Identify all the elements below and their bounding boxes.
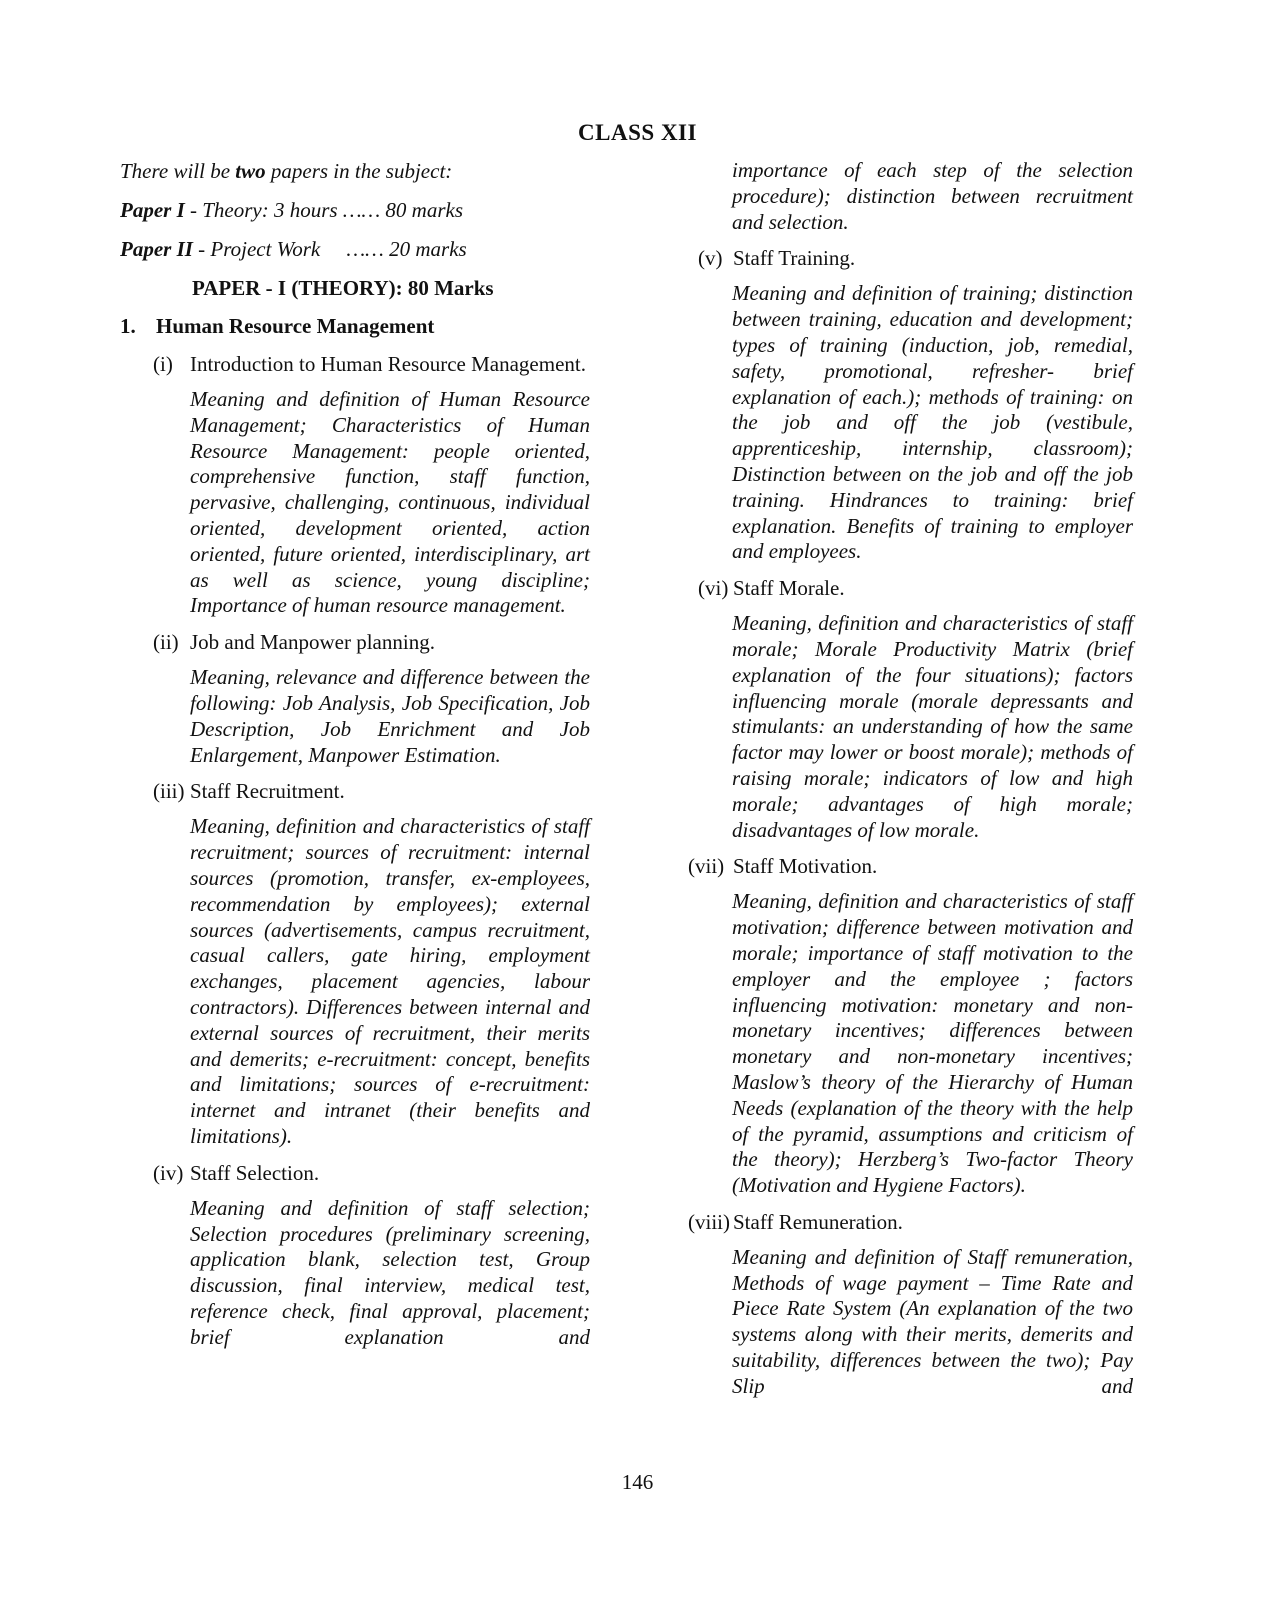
topic-description: Meaning and definition of staff selection; Selection procedures (preliminary screening, application blank, selection test, Group discussion, final interview, medical test, reference check, final approval, placement; brief explanation and xyxy=(190,1195,590,1349)
topic-heading: (vii) Staff Motivation. xyxy=(688,853,1133,879)
paper1-line: Paper I - Theory: 3 hours …… 80 marks xyxy=(120,198,463,222)
topic-heading: (iii) Staff Recruitment. xyxy=(153,778,590,804)
topic-heading: (iv) Staff Selection. xyxy=(153,1160,590,1186)
page-title: CLASS XII xyxy=(578,120,697,145)
topic-description: Meaning, definition and characteristics of staff recruitment; sources of recruitment: internal sources (promotion, transfer, ex-employees, recommendation by employees); external sources (advertisements, campus recruitment, casual callers, gate hiring, employment exchanges, placement agencies, labour contractors). Differences between internal and external sources of recruitment, their merits and demerits; e-recruitment: concept, benefits and limitations; sources of e-recruitment: internet and intranet (their benefits and limitations). xyxy=(190,814,590,1148)
topic-heading: (ii) Job and Manpower planning. xyxy=(153,629,590,655)
paper-heading: PAPER - I (THEORY): 80 Marks xyxy=(192,276,494,300)
topic-title: Staff Remuneration. xyxy=(733,1209,903,1234)
topic-title: Staff Morale. xyxy=(733,576,845,601)
topic-title: Introduction to Human Resource Management. xyxy=(190,352,586,376)
topic-heading: (v) Staff Training. xyxy=(698,245,1133,271)
right-column xyxy=(688,158,1133,1410)
topic-title: Staff Training. xyxy=(733,246,856,271)
page-number: 146 xyxy=(621,1470,654,1494)
topic-title: Staff Recruitment. xyxy=(190,779,345,804)
topic-description: Meaning, definition and characteristics of staff morale; Morale Productivity Matrix (brief explanation of the four situations); factors influencing morale (morale depressants and stimulants: an understanding of how the same factor may lower or boost morale); methods of raising morale; indicators of low and high morale; advantages of high morale; disadvantages of low morale. xyxy=(732,611,1133,842)
unit-title: Human Resource Management xyxy=(156,314,435,338)
topic-description-continued: importance of each step of the selection procedure); distinction between recruitment and selection. xyxy=(732,158,1133,234)
topic-heading: (vi) Staff Morale. xyxy=(698,575,1133,601)
topic-description: Meaning and definition of Human Resource Management; Characteristics of Human Resource Management: people oriented, comprehensive function, staff function, pervasive, challenging, continuous, individual oriented, development oriented, action oriented, future oriented, interdisciplinary, art as well as science, young discipline; Importance of human resource management. xyxy=(190,387,590,618)
topic-description: Meaning, definition and characteristics of staff motivation; difference between motivation and morale; importance of staff motivation to the employer and the employee ; factors influencing motivation: monetary and non-monetary incentives; differences between monetary and non-monetary incentives; Maslow’s theory of the Hierarchy of Human Needs (explanation of the theory with the help of the pyramid, assumptions and criticism of the theory); Herzberg’s Two-factor Theory (Motivation and Hygiene Factors). xyxy=(732,889,1133,1198)
unit-number: 1. xyxy=(120,314,136,338)
paper2-line: Paper II - Project Work …… 20 marks xyxy=(120,237,467,261)
topic-description: Meaning, relevance and difference between the following: Job Analysis, Job Specification, Job Description, Job Enrichment and Job Enlargement, Manpower Estimation. xyxy=(190,665,590,767)
unit-heading xyxy=(120,313,590,339)
intro-line: There will be two papers in the subject: xyxy=(120,159,453,183)
topic-title: Staff Selection. xyxy=(190,1160,320,1185)
topic-title: Job and Manpower planning. xyxy=(190,630,435,655)
topic-description: Meaning and definition of training; distinction between training, education and development; types of training (induction, job, remedial, safety, promotional, refresher- brief explanation of each.); methods of training: on the job and off the job (vestibule, apprenticeship, internship, classroom); Distinction between on the job and off the job training. Hindrances to training: brief explanation. Benefits of training to employer and employees. xyxy=(732,281,1133,564)
topic-heading: (i) Introduction to Human Resource Management. xyxy=(153,351,590,377)
topic-title: Staff Motivation. xyxy=(733,854,878,879)
topic-description: Meaning and definition of Staff remuneration, Methods of wage payment – Time Rate and Piece Rate System (An explanation of the two systems along with their merits, demerits and suitability, differences between the two); Pay Slip and xyxy=(732,1244,1133,1398)
topic-heading: (viii) Staff Remuneration. xyxy=(688,1209,1133,1235)
left-column xyxy=(120,158,590,1361)
